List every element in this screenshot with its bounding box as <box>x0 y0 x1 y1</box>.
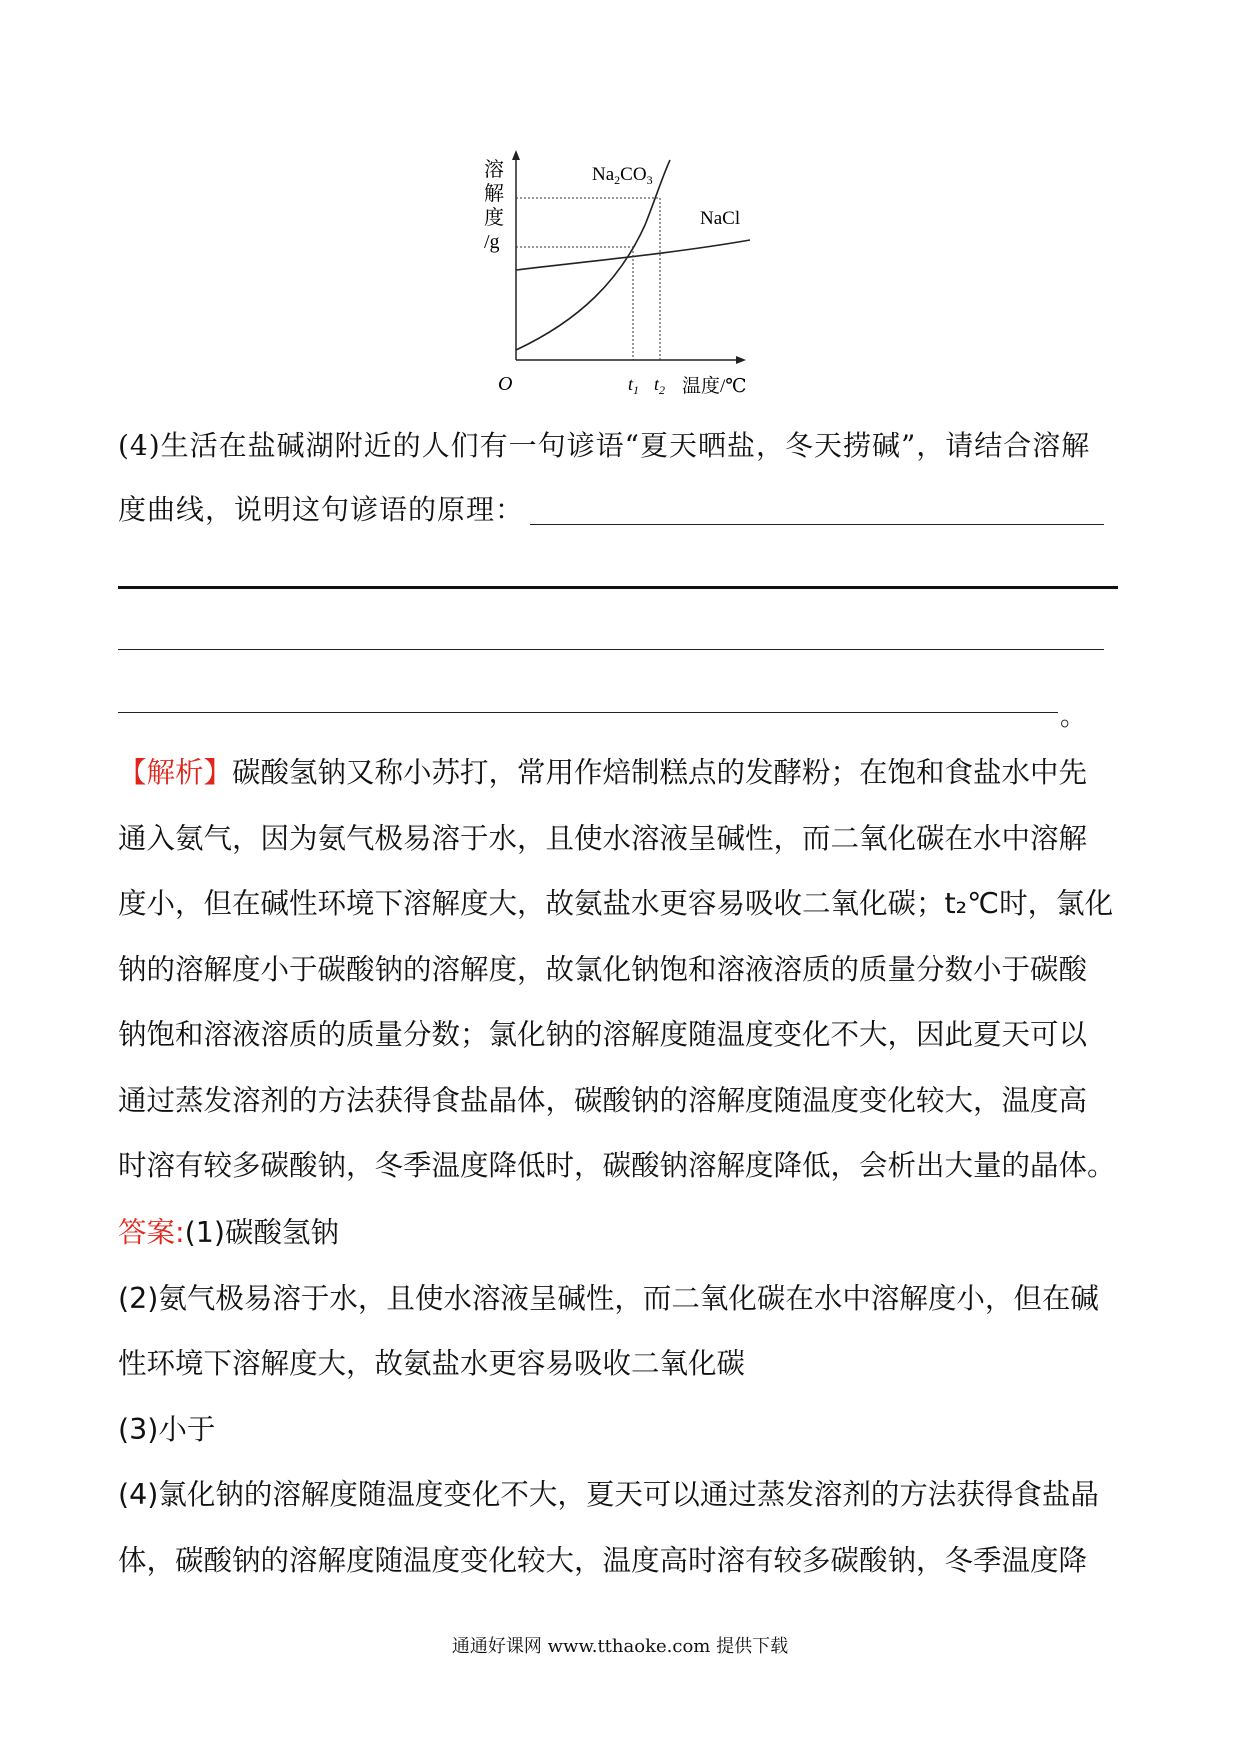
analysis-line: 钠的溶解度小于碳酸钠的溶解度，故氯化钠饱和溶液溶质的质量分数小于碳酸 <box>118 952 1088 986</box>
analysis-line: 度小，但在碱性环境下溶解度大，故氨盐水更容易吸收二氧化碳；t₂℃时，氯化 <box>118 887 1114 920</box>
origin-label: O <box>498 373 513 395</box>
end-mark: 。 <box>1060 702 1087 732</box>
y-label-char: /g <box>484 231 500 253</box>
question4-line2: 度曲线，说明这句谚语的原理： <box>118 493 525 526</box>
answers-block <box>118 1200 1128 1593</box>
x-axis-arrow <box>736 356 746 364</box>
solubility-graph-svg <box>470 150 790 400</box>
t1-label: $t_1$ <box>628 374 640 397</box>
answer-4-line2: 体，碳酸钠的溶解度随温度变化较大，温度高时溶有较多碳酸钠，冬季温度降 <box>118 1543 1088 1577</box>
analysis-line: 【解析】碳酸氢钠又称小苏打，常用作焙制糕点的发酵粉；在饱和食盐水中先 <box>118 756 1088 789</box>
answer-1: 答案:(1)碳酸氢钠 <box>118 1216 339 1249</box>
analysis-line: 通入氨气，因为氨气极易溶于水，且使水溶液呈碱性，而二氧化碳在水中溶解 <box>118 821 1088 855</box>
answer-4-line1: (4)氯化钠的溶解度随温度变化不大，夏天可以通过蒸发溶剂的方法获得食盐晶 <box>118 1478 1099 1511</box>
y-label-char: 溶 <box>484 159 504 181</box>
y-axis-arrow <box>512 150 520 160</box>
question4-line1: (4)生活在盐碱湖附近的人们有一句谚语“夏天晒盐，冬天捞碱”，请结合溶解 <box>118 429 1091 462</box>
answer-3: (3)小于 <box>118 1412 216 1446</box>
y-label-char: 解 <box>484 183 504 205</box>
answer-blank-4 <box>118 712 1058 713</box>
answer-blank-2 <box>118 586 1118 589</box>
analysis-tag: 【解析】 <box>118 756 233 789</box>
x-axis-label: 温度/℃ <box>682 376 747 397</box>
analysis-line: 钠饱和溶液溶质的质量分数；氯化钠的溶解度随温度变化不大，因此夏天可以 <box>118 1018 1088 1051</box>
solubility-graph <box>470 150 790 400</box>
page-footer: 通通好课网 www.tthaoke.com 提供下载 <box>451 1636 789 1657</box>
answer-blank-3 <box>118 649 1104 650</box>
answer-blank-1 <box>530 524 1104 525</box>
analysis-paragraph <box>118 740 1128 1199</box>
analysis-line: 通过蒸发溶剂的方法获得食盐晶体，碳酸钠的溶解度随温度变化较大，温度高 <box>118 1083 1088 1117</box>
t2-label: $t_2$ <box>654 374 666 397</box>
answers-tag: 答案: <box>118 1216 185 1249</box>
y-label-char: 度 <box>484 207 504 229</box>
answer-2-line2: 性环境下溶解度大，故氨盐水更容易吸收二氧化碳 <box>118 1347 746 1380</box>
analysis-line: 时溶有较多碳酸钠，冬季温度降低时，碳酸钠溶解度降低，会析出大量的晶体。 <box>118 1149 1116 1182</box>
nacl-label: NaCl <box>700 208 741 229</box>
na2co3-label: $Na_2CO_3$ <box>592 164 653 187</box>
answer-2-line1: (2)氨气极易溶于水，且使水溶液呈碱性，而二氧化碳在水中溶解度小，但在碱 <box>118 1281 1099 1315</box>
